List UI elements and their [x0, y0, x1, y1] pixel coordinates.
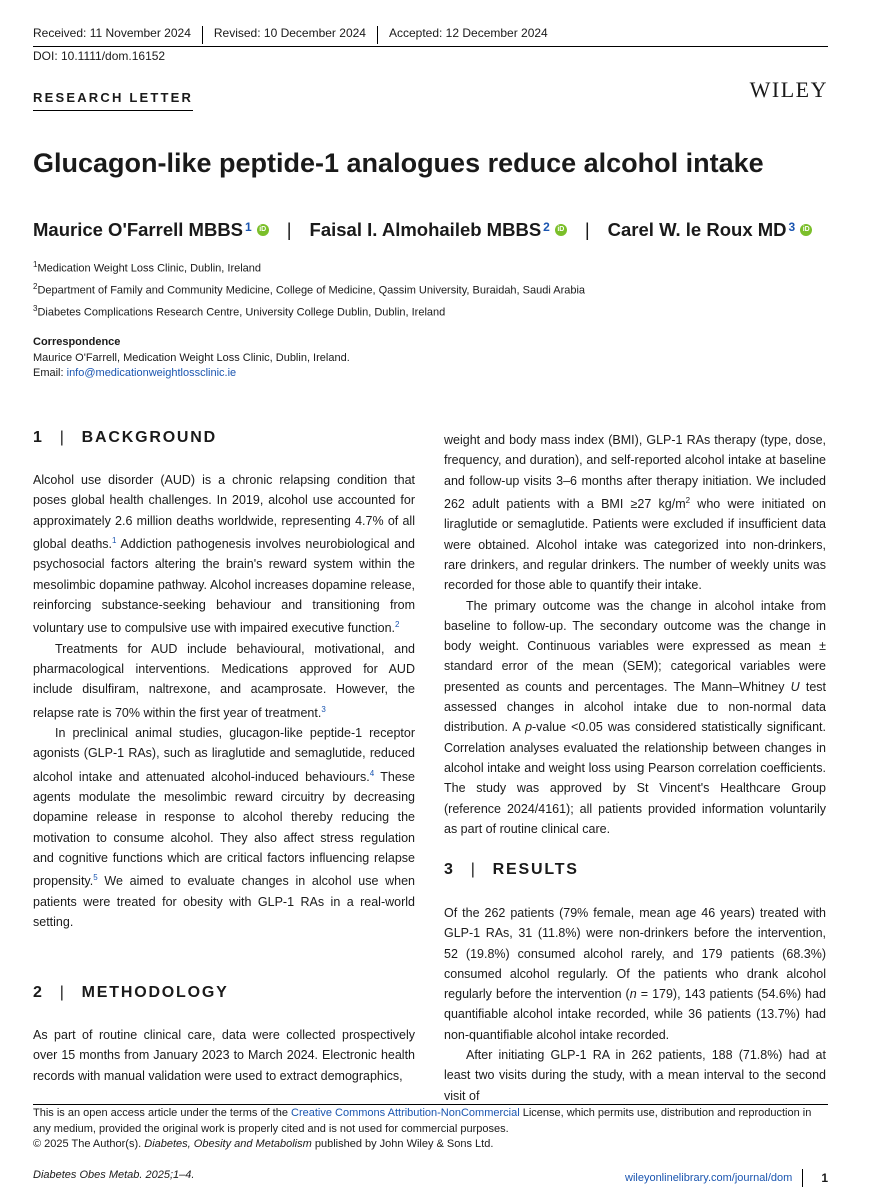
- footer-separator: [802, 1169, 803, 1187]
- email-link[interactable]: info@medicationweightlossclinic.ie: [66, 367, 237, 379]
- paragraph: Of the 262 patients (79% female, mean age 46 years) treated with GLP-1 RAs, 31 (11.8%) were non-drinkers before the intervention, 52 (19.8%) consumed alcohol rarely, and 179 patients (68.3%) consumed alcohol regularly. Of the patients who drank alcohol regularly before the intervention (n = 179), 143 patients (54.6%) had quantifiable alcohol intake recorded, while 36 patients (13.7%) had non-quantifiable alcohol intake recorded.: [444, 906, 827, 1042]
- author-separator: |: [286, 219, 292, 240]
- author-separator: |: [584, 219, 590, 240]
- author-name[interactable]: Carel W. le Roux MD: [607, 219, 787, 240]
- citation-ref[interactable]: 1: [112, 535, 117, 545]
- page-footer-right: [625, 1169, 828, 1187]
- citation-ref[interactable]: 5: [93, 873, 98, 883]
- article-title: Glucagon-like peptide-1 analogues reduce alcohol intake: [33, 148, 764, 178]
- author-name[interactable]: Maurice O'Farrell MBBS: [33, 219, 244, 240]
- page-number: 1: [821, 1171, 828, 1185]
- section-heading-results: 3 | RESULTS: [444, 861, 579, 878]
- orcid-icon[interactable]: iD: [555, 224, 567, 236]
- publisher-logo: WILEY: [749, 77, 828, 102]
- author-list: [33, 219, 812, 241]
- journal-citation: Diabetes Obes Metab. 2025;1–4.: [33, 1169, 195, 1181]
- journal-url-link[interactable]: wileyonlinelibrary.com/journal/dom: [625, 1172, 793, 1184]
- received-date: Received: 11 November 2024: [33, 26, 203, 44]
- article-type: RESEARCH LETTER: [33, 90, 193, 111]
- author-affiliation-ref[interactable]: 3: [788, 220, 796, 234]
- left-column: [33, 470, 415, 932]
- affiliation: $^1$Medication Weight Loss Clinic, Dublin, Ireland: [33, 260, 262, 275]
- section-heading-methodology: 2 | METHODOLOGY: [33, 984, 229, 1001]
- author-affiliation-ref[interactable]: 2: [543, 220, 550, 234]
- accepted-date: Accepted: 12 December 2024: [388, 26, 548, 40]
- paragraph: The primary outcome was the change in alcohol intake from baseline to follow-up. The secondary outcome was the change in body weight. Continuous variables were expressed as mean ± standard error of the mean (SEM); categorical variables were presented as counts and percentages. The Mann–Whitney U test assessed changes in alcohol intake due to non-normal data distribution. A p-value <0.05 was considered statistically significant. Correlation analyses evaluated the relationship between changes in alcohol intake and weight loss using Pearson correlation coefficients. The study was approved by St Vincent's Healthcare Group (reference 2024/4161); all patients provided information voluntarily as part of routine clinical care.: [444, 598, 826, 836]
- orcid-icon[interactable]: iD: [800, 224, 812, 236]
- citation-ref[interactable]: 4: [369, 768, 375, 778]
- orcid-icon[interactable]: iD: [257, 224, 269, 236]
- paragraph: weight and body mass index (BMI), GLP-1 RAs therapy (type, dose, frequency, and duration), and self-reported alcohol intake at baseline and follow-up visits 3–6 months after therapy initiation. We included 262 adult patients with a BMI ≥27 $kg/m^2$ who were initiated on liraglutide or semaglutide. Patients were excluded if insufficient data were obtained. Alcohol intake was categorized into non-drinkers, rare drinkers, and regular drinkers. The number of weekly units was recorded for those able to quantify their intake.: [444, 433, 826, 593]
- citation-ref[interactable]: 2: [395, 620, 400, 630]
- affiliation: $^3$Diabetes Complications Research Centre, University College Dublin, Dublin, Ireland: [33, 304, 446, 319]
- right-column-results: [444, 903, 826, 1106]
- paragraph: In preclinical animal studies, glucagon-like peptide-1 receptor agonists (GLP-1 RAs), such as liraglutide and semaglutide, reduced alcohol intake and attenuated alcohol-induced behaviours.$^4$ These agents modulate the mesolimbic reward circuitry by decreasing dopamine release in response to alcohol thereby reducing the motivation to consume alcohol. They also affect stress regulation and cognitive functions which are critical factors influencing relapse propensity.$^5$ We aimed to evaluate changes in alcohol use when patients were treated for obesity with GLP-1 RAs in a real-world setting.: [33, 726, 415, 930]
- revised-date: Revised: 10 December 2024: [214, 26, 378, 44]
- footer-divider: [33, 1104, 828, 1105]
- license-notice: This is an open access article under the terms of the Creative Commons Attribution-NonCommercial License, which permits use, distribution and reproduction in any medium, provided the original work is properly cited and is not used for commercial purposes. © 2025 The Author(s). Diabetes, Obesity and Metabolism published by John Wiley & Sons Ltd.: [33, 1107, 812, 1150]
- license-link[interactable]: Creative Commons Attribution-NonCommercial: [291, 1107, 520, 1119]
- correspondence-address: Maurice O'Farrell, Medication Weight Loss Clinic, Dublin, Ireland.: [33, 351, 350, 364]
- paragraph: After initiating GLP-1 RA in 262 patients, 188 (71.8%) had at least two visits during the study, with a mean interval to the second visit of: [444, 1048, 826, 1103]
- author-affiliation-ref[interactable]: 1: [245, 220, 252, 234]
- paragraph: As part of routine clinical care, data were collected prospectively over 15 months from January 2023 to March 2024. Electronic health records with manual validation were used to extract demographics,: [33, 1028, 415, 1083]
- paragraph: Treatments for AUD include behavioural, motivational, and pharmacological interventions. Medications approved for AUD include disulfiram, naltrexone, and acamprosate. However, the relapse rate is 70% within the first year of treatment.$^3$: [33, 641, 415, 720]
- doi[interactable]: DOI: 10.1111/dom.16152: [33, 49, 166, 63]
- citation-ref[interactable]: 3: [321, 704, 326, 714]
- paragraph: Alcohol use disorder (AUD) is a chronic relapsing condition that poses global health challenges. In 2019, alcohol use accounted for approximately 2.6 million deaths worldwide, representing 4.7% of all global deaths.$^1$ Addiction pathogenesis involves neurobiological and psychosocial factors altering the brain's reward system within the mesolimbic dopamine pathway. Alcohol increases dopamine release, reinforcing substance-seeking behaviour and transitioning from voluntary use to compulsive use with impaired executive function.$^2$: [33, 473, 415, 636]
- left-column-methodology: [33, 1025, 415, 1086]
- right-column: [444, 430, 826, 839]
- section-heading-background: 1 | BACKGROUND: [33, 429, 217, 446]
- publication-history: [33, 26, 828, 47]
- correspondence-label: Correspondence: [33, 336, 121, 348]
- correspondence: Correspondence Maurice O'Farrell, Medication Weight Loss Clinic, Dublin, Ireland. Email: info@medicationweightlossclinic.ie: [33, 336, 350, 379]
- author-name[interactable]: Faisal I. Almohaileb MBBS: [309, 219, 542, 240]
- affiliation: $^2$Department of Family and Community Medicine, College of Medicine, Qassim University, Buraidah, Saudi Arabia: [33, 282, 586, 297]
